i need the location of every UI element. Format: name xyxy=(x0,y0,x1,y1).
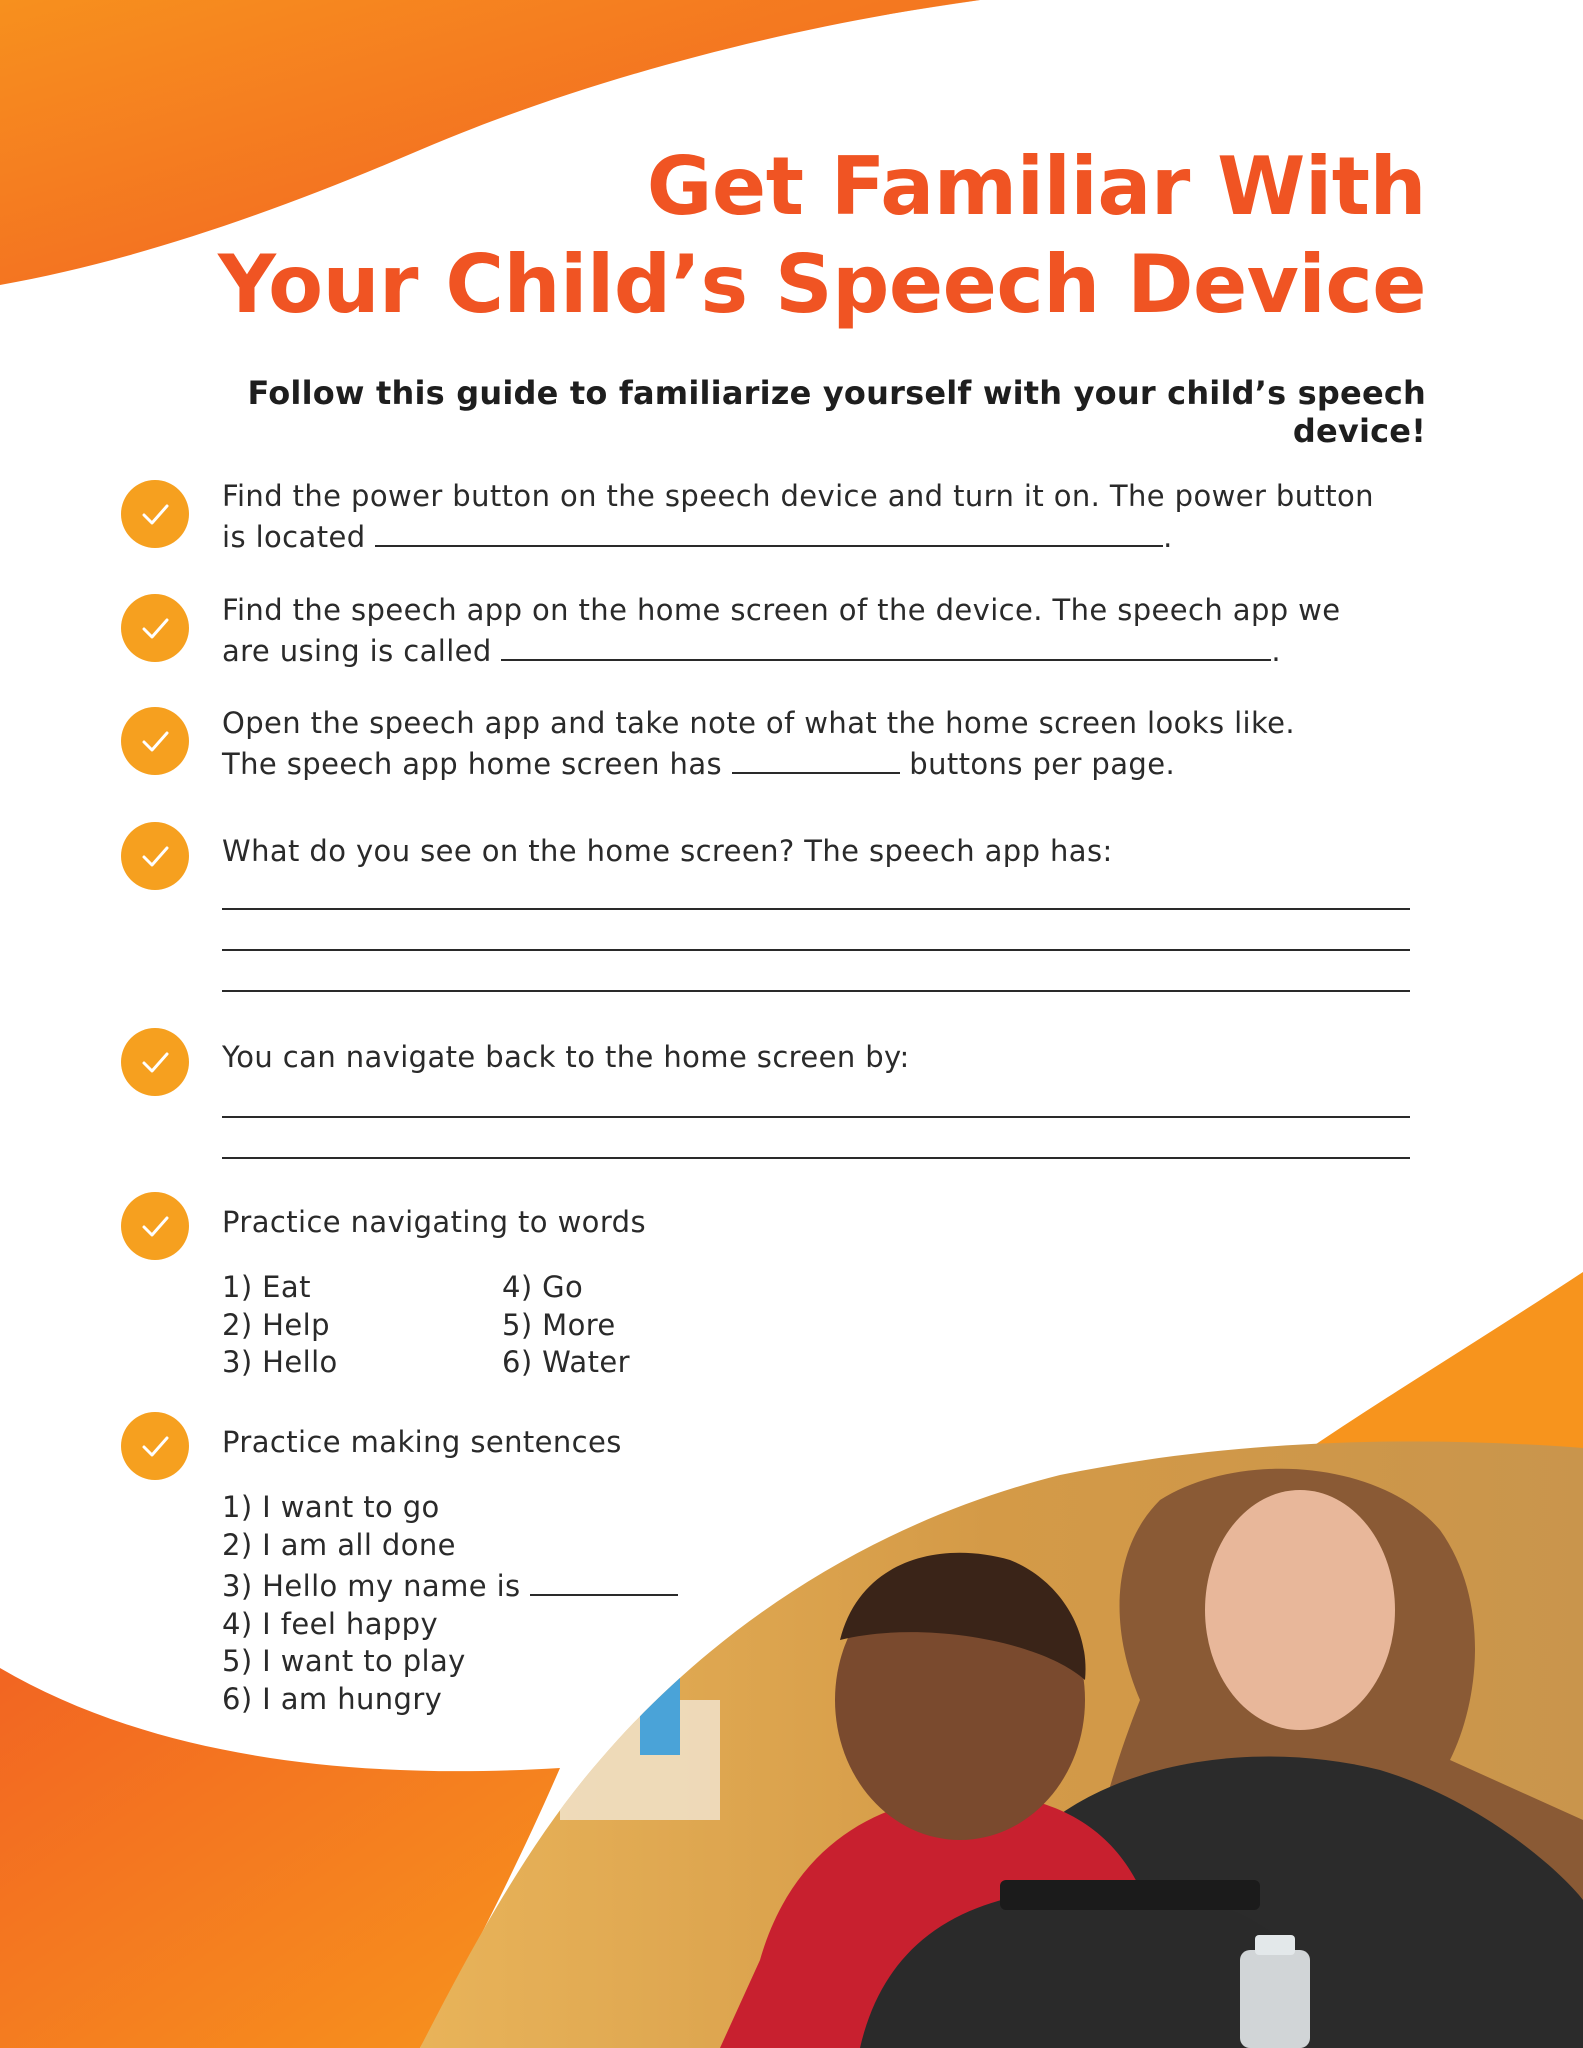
checkmark-circle-icon xyxy=(121,1412,189,1480)
title-line-2: Your Child’s Speech Device xyxy=(218,238,1426,331)
list-item: 6) Water xyxy=(502,1345,630,1379)
item-2-line-2-suffix: . xyxy=(1271,634,1281,668)
list-item: 2) I am all done xyxy=(222,1527,456,1562)
item-7-line-1: Practice making sentences xyxy=(222,1425,622,1459)
item-3-line-1: Open the speech app and take note of what the home screen looks like. xyxy=(222,706,1296,740)
list-item: 2) Help xyxy=(222,1307,330,1342)
item-1-line-2-suffix: . xyxy=(1163,520,1173,554)
list-item: 4) Go xyxy=(502,1270,584,1304)
item-3-line-2-prefix: The speech app home screen has xyxy=(222,747,723,781)
checkmark-circle-icon xyxy=(121,480,189,548)
item-2-line-1: Find the speech app on the home screen of the device. The speech app we xyxy=(222,593,1341,627)
item-2-line-2-prefix: are using is called xyxy=(222,634,492,668)
item-speech-app xyxy=(222,591,1341,670)
list-item: 1) Eat xyxy=(222,1270,311,1304)
item-4-line-1: What do you see on the home screen? The speech app has: xyxy=(222,834,1113,868)
list-item: 3) Hello xyxy=(222,1345,338,1379)
answer-line[interactable] xyxy=(222,908,1410,910)
item-3-line-2-suffix: buttons per page. xyxy=(909,747,1176,781)
answer-line[interactable] xyxy=(222,1157,1410,1159)
title-line-1: Get Familiar With xyxy=(646,140,1426,233)
item-home-screen xyxy=(222,704,1295,783)
answer-line[interactable] xyxy=(222,990,1410,992)
item-1-line-2-prefix: is located xyxy=(222,520,366,554)
list-item: 6) I am hungry xyxy=(222,1681,443,1716)
checkmark-circle-icon xyxy=(121,1192,189,1260)
answer-line[interactable] xyxy=(222,949,1410,951)
page-title xyxy=(218,138,1426,334)
word-list-col-1 xyxy=(222,1269,338,1382)
sentence-text: 3) Hello my name is xyxy=(222,1569,521,1603)
word-list-col-2 xyxy=(502,1269,630,1382)
sentence-list xyxy=(222,1489,678,1718)
list-item xyxy=(222,1564,678,1606)
checkmark-circle-icon xyxy=(121,707,189,775)
list-item: 5) More xyxy=(502,1307,616,1342)
power-location-blank[interactable] xyxy=(375,515,1163,547)
checkmark-circle-icon xyxy=(121,594,189,662)
name-blank[interactable] xyxy=(530,1564,678,1596)
item-practice-words xyxy=(222,1203,646,1241)
subtitle: Follow this guide to familiarize yourself with your child’s speech device! xyxy=(247,374,1426,450)
item-see-home-screen xyxy=(222,832,1113,870)
app-name-blank[interactable] xyxy=(501,629,1271,661)
list-item: 5) I want to play xyxy=(222,1644,466,1678)
item-navigate-back xyxy=(222,1038,910,1076)
item-6-line-1: Practice navigating to words xyxy=(222,1205,646,1239)
checkmark-circle-icon xyxy=(121,822,189,890)
item-power-button xyxy=(222,477,1374,556)
buttons-per-page-blank[interactable] xyxy=(732,742,900,774)
item-1-line-1: Find the power button on the speech device and turn it on. The power button xyxy=(222,479,1374,513)
list-item: 4) I feel happy xyxy=(222,1606,439,1641)
list-item: 1) I want to go xyxy=(222,1490,440,1524)
item-5-line-1: You can navigate back to the home screen by: xyxy=(222,1040,910,1074)
item-practice-sentences xyxy=(222,1423,622,1461)
checkmark-circle-icon xyxy=(121,1028,189,1096)
answer-line[interactable] xyxy=(222,1116,1410,1118)
